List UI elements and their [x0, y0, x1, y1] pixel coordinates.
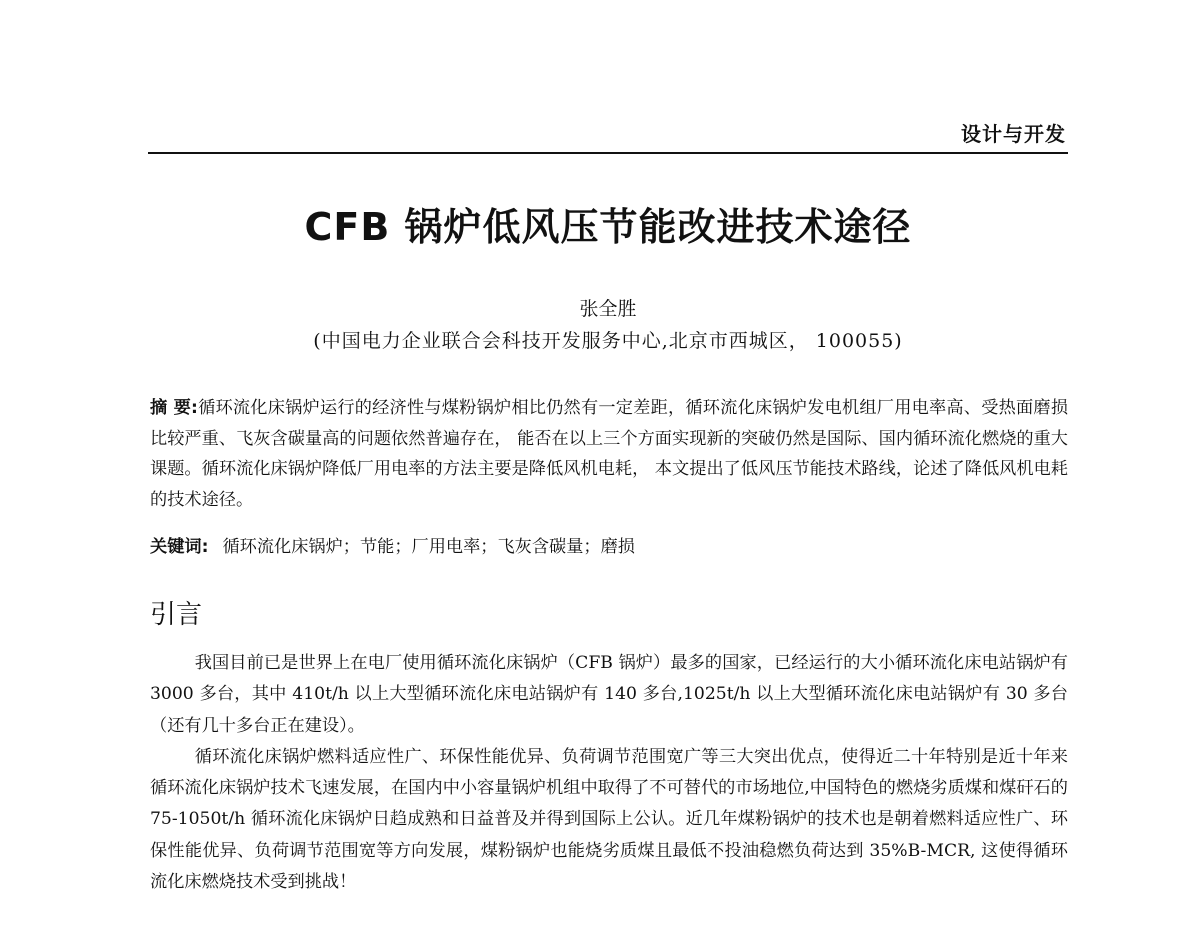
journal-section-tag: 设计与开发 — [961, 122, 1066, 146]
header-rule — [148, 152, 1068, 154]
paper-title: CFB 锅炉低风压节能改进技术途径 — [304, 205, 912, 249]
section-body — [150, 648, 1068, 898]
abstract-text: 循环流化床锅炉运行的经济性与煤粉锅炉相比仍然有一定差距，循环流化床锅炉发电机组厂用电率高、受热面磨损比较严重、飞灰含碳量高的问题依然普遍存在， 能否在以上三个方面实现新的突破仍然是国际、国内循环流化燃烧的重大课题。循环流化床锅炉降低厂用电率的方法主要是降低风机电耗， 本文提出了低风压节能技术路线，论述了降低风机电耗的技术途径。 — [150, 398, 1069, 510]
section-heading: 引言 — [150, 600, 203, 630]
body-paragraph: 循环流化床锅炉燃料适应性广、环保性能优异、负荷调节范围宽广等三大突出优点，使得近二十年特别是近十年来循环流化床锅炉技术飞速发展，在国内中小容量锅炉机组中取得了不可替代的市场地位,中国特色的燃烧劣质煤和煤矸石的 75-1050t/h 循环流化床锅炉日趋成熟和日益普及并得到国际上公认。近几年煤粉锅炉的技术也是朝着燃料适应性广、环保性能优异、负荷调节范围宽等方向发展，煤粉锅炉也能烧劣质煤且最低不投油稳燃负荷达到 35%B-MCR, 这使得循环流化床燃烧技术受到挑战！ — [150, 746, 1068, 893]
keywords-text: 循环流化床锅炉；节能；厂用电率；飞灰含碳量；磨损 — [222, 537, 635, 557]
body-paragraph: 我国目前已是世界上在电厂使用循环流化床锅炉（CFB 锅炉）最多的国家，已经运行的大小循环流化床电站锅炉有 3000 多台，其中 410t/h 以上大型循环流化床电站锅炉有 140 多台,1025t/h 以上大型循环流化床电站锅炉有 30 多台（还有几十多台正在建设）。 — [150, 653, 1068, 736]
keywords-label: 关键词: — [150, 537, 209, 557]
keywords-block — [150, 532, 1068, 562]
author-name: 张全胜 — [579, 298, 637, 320]
abstract-block — [150, 393, 1068, 515]
abstract-label: 摘 要: — [150, 398, 198, 418]
author-affiliation: (中国电力企业联合会科技开发服务中心,北京市西城区， 100055) — [313, 330, 903, 352]
